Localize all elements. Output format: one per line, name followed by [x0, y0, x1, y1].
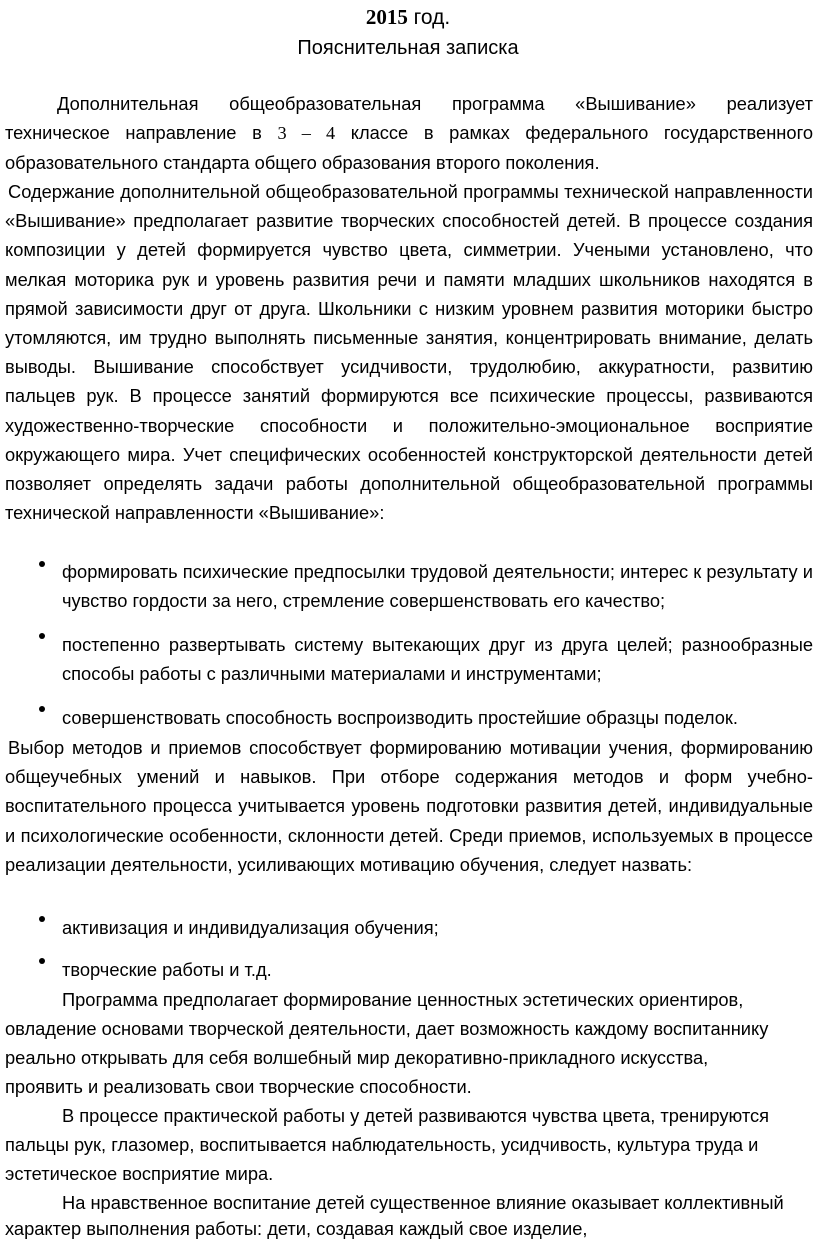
intro-text-start: Дополнительная общеобразовательная программа «Вышивание» реализует техническое направление в — [5, 93, 813, 144]
year-word: год. — [407, 6, 451, 29]
document-year — [0, 4, 816, 31]
task-item: совершенствовать способность воспроизводить простейшие образцы поделок. — [62, 707, 738, 728]
program-line: Программа предполагает формирование ценностных эстетических ориентиров, — [62, 989, 744, 1010]
bullet-icon — [39, 633, 45, 639]
program-line: проявить и реализовать свои творческие способности. — [5, 1076, 472, 1097]
bullet-icon — [39, 958, 45, 964]
practice-line: пальцы рук, глазомер, воспитывается наблюдательность, усидчивость, культура труда и — [5, 1134, 759, 1155]
task-item: постепенно развертывать систему вытекающих друг из друга целей; разнообразные способы работы с различными материалами и инструментами; — [62, 634, 813, 685]
bullet-icon — [39, 706, 45, 712]
moral-line: характер выполнения работы: дети, создавая каждый свое изделие, — [5, 1218, 588, 1239]
grade-range: 3 – 4 — [277, 123, 336, 144]
year-number: 2015 — [365, 5, 408, 29]
content-paragraph: Содержание дополнительной общеобразовательной программы технической направленности «Вышивание» предполагает развитие творческих способностей детей. В процессе создания композиции у детей формируется чувство цвета, симметрии. Учеными установлено, что мелкая моторика рук и уровень развития речи и памяти младших школьников находятся в прямой зависимости друг от друга. Школьники с низким уровнем развития моторики быстро утомляются, им трудно выполнять письменные занятия, концентрировать внимание, делать выводы. Вышивание способствует усидчивости, трудолюбию, аккуратности, развитию пальцев рук. В процессе занятий формируются все психические процессы, развиваются художественно-творческие способности и положительно-эмоциональное восприятие окружающего мира. Учет специфических особенностей конструкторской деятельности детей позволяет определять задачи работы дополнительной общеобразовательной программы технической направленности «Вышивание»: — [5, 181, 813, 524]
moral-line: На нравственное воспитание детей существенное влияние оказывает коллективный — [62, 1192, 784, 1213]
bullet-icon — [39, 561, 45, 567]
task-item: формировать психические предпосылки трудовой деятельности; интерес к результату и чувство гордости за него, стремление совершенствовать его качество; — [62, 561, 813, 612]
intro-paragraph — [5, 89, 813, 178]
practice-line: В процессе практической работы у детей развиваются чувства цвета, тренируются — [62, 1105, 770, 1126]
document-title: Пояснительная записка — [297, 37, 519, 59]
technique-item: творческие работы и т.д. — [62, 959, 272, 980]
technique-item: активизация и индивидуализация обучения; — [62, 917, 439, 938]
methods-paragraph: Выбор методов и приемов способствует формированию мотивации учения, формированию общеучебных умений и навыков. При отборе содержания методов и форм учебно-воспитательного процесса учитывается уровень подготовки развития детей, индивидуальные и психологические особенности, склонности детей. Среди приемов, используемых в процессе реализации деятельности, усиливающих мотивацию обучения, следует назвать: — [5, 737, 813, 875]
practice-line: эстетическое восприятие мира. — [5, 1163, 274, 1184]
program-line: реально открывать для себя волшебный мир декоративно-прикладного искусства, — [5, 1047, 709, 1068]
program-line: овладение основами творческой деятельности, дает возможность каждому воспитаннику — [5, 1018, 769, 1039]
intro-text-end: классе в рамках федерального государственного образовательного стандарта общего образования второго поколения. — [5, 122, 813, 174]
bullet-icon — [39, 916, 45, 922]
